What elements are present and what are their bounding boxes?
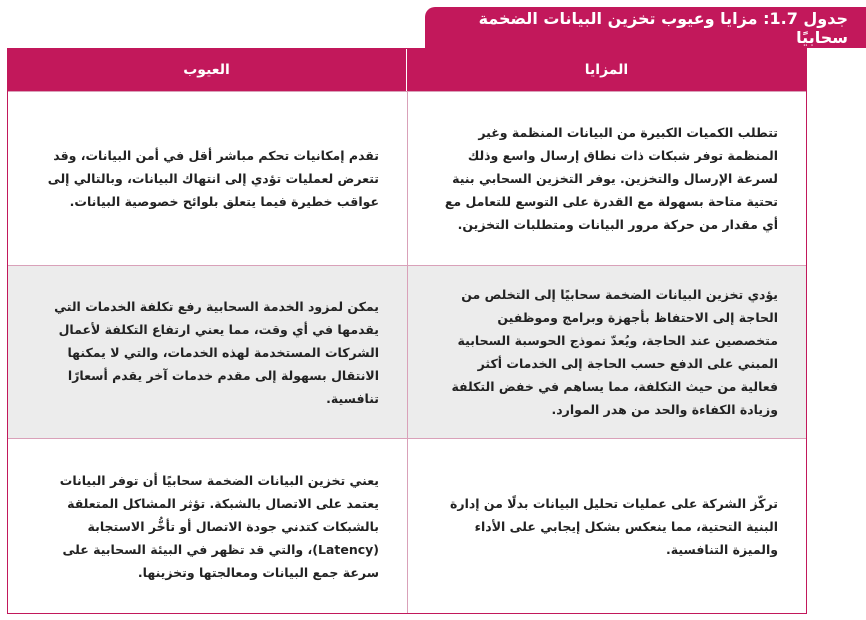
header-advantages: المزايا <box>406 49 806 91</box>
disadvantage-text: يعني تخزين البيانات الضخمة سحابيًا أن توفر البيانات يعتمد على الاتصال بالشبكة. تؤثر المشاكل المتعلقة بالشبكات كتدني جودة الاتصال أو تأخُّر الاستجابة (Latency)، والتي قد تظهر في البيئة السحابية على سرعة جمع البيانات ومعالجتها وتخزينها. <box>59 472 379 580</box>
advantage-text: تركّز الشركة على عمليات تحليل البيانات بدلًا من إدارة البنية التحتية، مما ينعكس بشكل إيجابي على الأداء والميزة التنافسية. <box>450 495 778 557</box>
table-caption <box>425 7 866 48</box>
table-row <box>8 438 806 613</box>
disadvantage-text: تقدم إمكانيات تحكم مباشر أقل في أمن البيانات، وقد تتعرض لعمليات تؤدي إلى انتهاك البيانات، وبالتالي إلى عواقب خطيرة فيما يتعلق بلوائح خصوصية البيانات. <box>47 148 379 209</box>
advantage-text: تتطلب الكميات الكبيرة من البيانات المنظمة وغير المنظمة توفر شبكات ذات نطاق إرسال واسع وذلك لسرعة الإرسال والتخزين. يوفر التخزين السحابي بنية تحتية متاحة بسهولة مع القدرة على التوسع للتعامل مع أي مقدار من حركة مرور البيانات ومتطلبات التخزين. <box>444 125 778 232</box>
table-row <box>8 91 806 265</box>
advantage-cell <box>407 439 806 613</box>
advantage-text: يؤدي تخزين البيانات الضخمة سحابيًا إلى التخلص من الحاجة إلى الاحتفاظ بأجهزة وبرامج وموظفين متخصصين عند الحاجة، ويُعدّ نموذج الحوسبة السحابية المبني على الدفع حسب الحاجة إلى الخدمات أكثر فعالية من حيث التكلفة، مما يساهم في خفض التكلفة وزيادة الكفاءة والحد من هدر الموارد. <box>451 287 778 417</box>
header-disadvantages: العيوب <box>183 62 230 78</box>
disadvantage-cell <box>8 266 407 438</box>
advantage-cell <box>407 266 806 438</box>
table-header-row <box>8 49 806 91</box>
caption-title: جدول 1.7: مزايا وعيوب تخزين البيانات الضخمة سحابيًا <box>478 8 848 47</box>
advantage-cell <box>407 92 806 265</box>
disadvantage-cell <box>8 92 407 265</box>
disadvantage-cell <box>8 439 407 613</box>
disadvantage-text: يمكن لمزود الخدمة السحابية رفع تكلفة الخدمات التي يقدمها في أي وقت، مما يعني ارتفاع التكلفة لأعمال الشركات المستخدمة لهذه الخدمات، والتي لا يمكنها الانتقال بسهولة إلى مقدم خدمات آخر يقدم أسعارًا تنافسية. <box>54 298 379 406</box>
table-row <box>8 265 806 438</box>
comparison-table <box>7 48 807 614</box>
